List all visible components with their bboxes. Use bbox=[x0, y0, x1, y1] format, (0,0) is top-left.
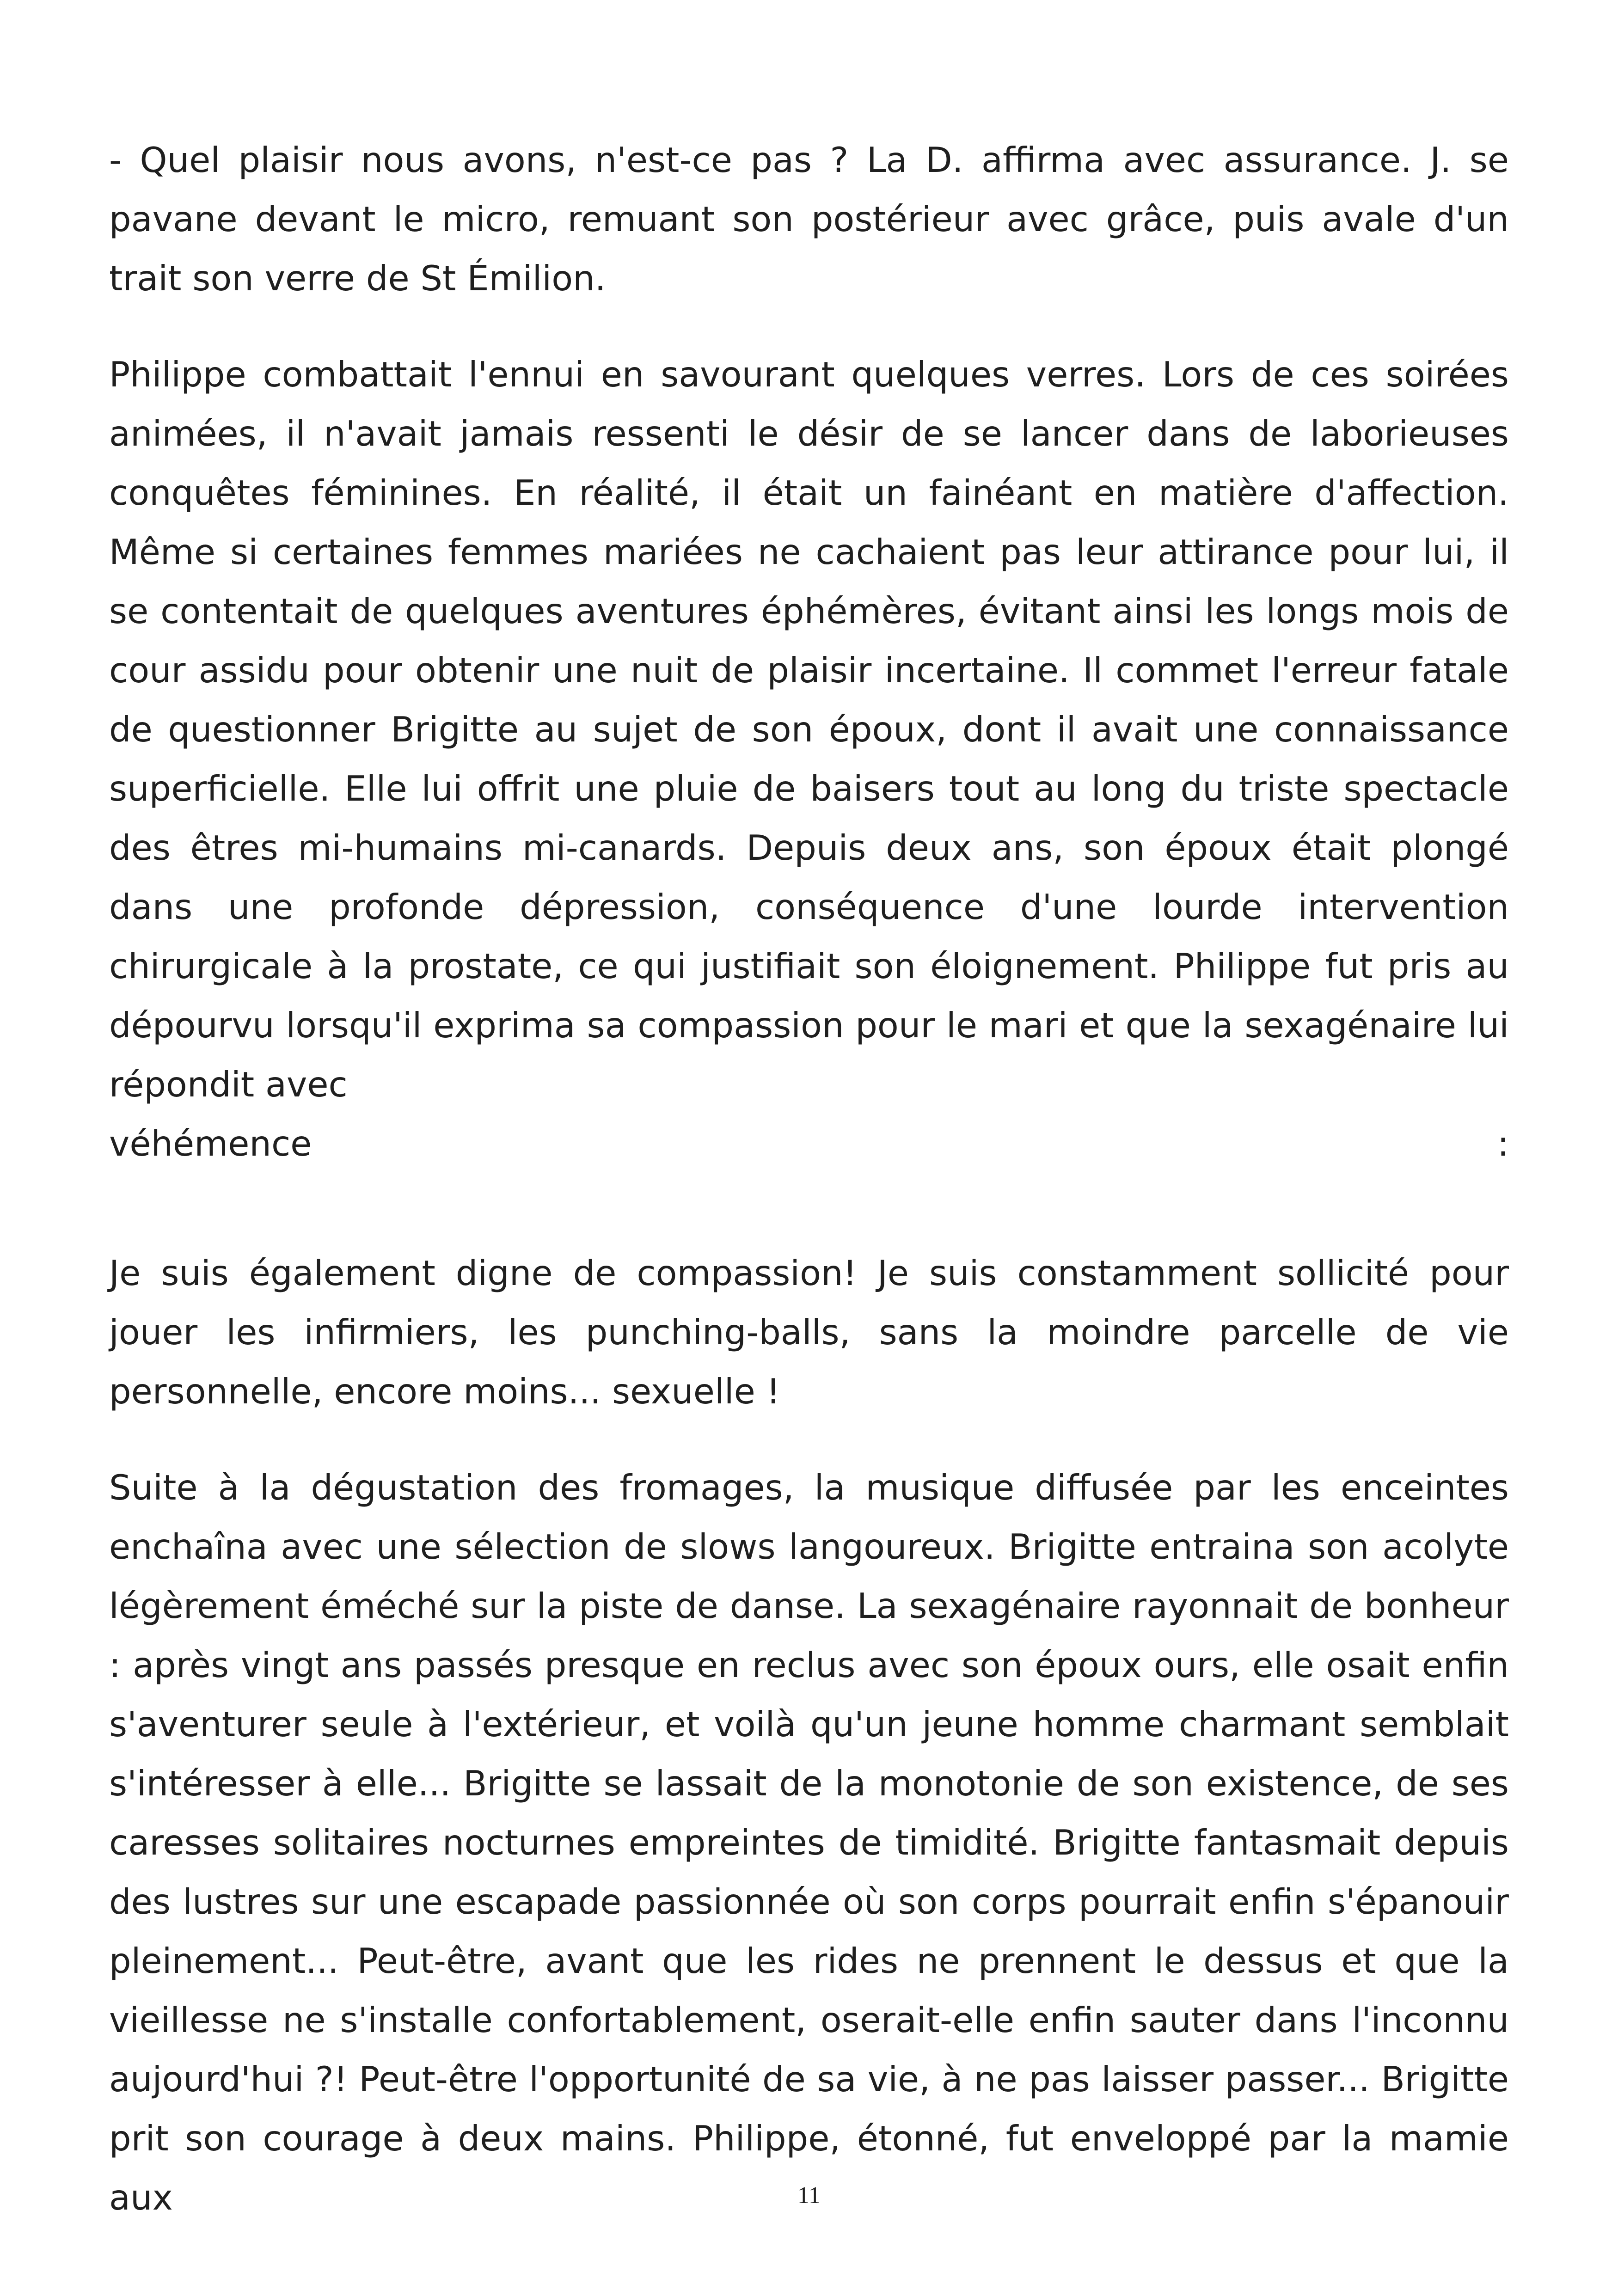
page-number: 11 bbox=[797, 2182, 821, 2209]
paragraph-4: Suite à la dégustation des fromages, la musique diffusée par les enceintes enchaîna avec une sélection de slows langoureux. Brigitte entraina son acolyte légèrement éméché sur la piste de danse. La sexagénaire rayonnait de bonheur : après vingt ans passés presque en reclus avec son époux ours, elle osait enfin s'aventurer seule à l'extérieur, et voilà qu'un jeune homme charmant semblait s'intéresser à elle... Brigitte se lassait de la monotonie de son existence, de ses caresses solitaires nocturnes empreintes de timidité. Brigitte fantasmait depuis des lustres sur une escapade passionnée où son corps pourrait enfin s'épanouir pleinement... Peut-être, avant que les rides ne prennent le dessus et que la vieillesse ne s'installe confortablement, oserait-elle enfin sauter dans l'inconnu aujourd'hui ?! Peut-être l'opportunité de sa vie, à ne pas laisser passer... Brigitte prit son courage à deux mains. Philippe, étonné, fut enveloppé par la mamie aux bbox=[109, 1467, 1509, 2218]
split-line-right: : bbox=[1497, 1123, 1509, 1164]
paragraph-3: Je suis également digne de compassion! Je suis constamment sollicité pour jouer les infirmiers, les punching-balls, sans la moindre parcelle de vie personnelle, encore moins... sexuelle ! bbox=[109, 1253, 1509, 1412]
paragraph-1: - Quel plaisir nous avons, n'est-ce pas ? La D. affirma avec assurance. J. se pavane devant le micro, remuant son postérieur avec grâce, puis avale d'un trait son verre de St Émilion. bbox=[109, 140, 1509, 299]
paragraph-2-last-line bbox=[109, 1114, 1509, 1173]
paragraph-2: Philippe combattait l'ennui en savourant quelques verres. Lors de ces soirées animées, il n'avait jamais ressenti le désir de se lancer dans de laborieuses conquêtes féminines. En réalité, il était un fainéant en matière d'affection. Même si certaines femmes mariées ne cachaient pas leur attirance pour lui, il se contentait de quelques aventures éphémères, évitant ainsi les longs mois de cour assidu pour obtenir une nuit de plaisir incertaine. Il commet l'erreur fatale de questionner Brigitte au sujet de son époux, dont il avait une connaissance superficielle. Elle lui offrit une pluie de baisers tout au long du triste spectacle des êtres mi-humains mi-canards. Depuis deux ans, son époux était plongé dans une profonde dépression, conséquence d'une lourde intervention chirurgicale à la prostate, ce qui justifiait son éloignement. Philippe fut pris au dépourvu lorsqu'il exprima sa compassion pour le mari et que la sexagénaire lui répondit avec bbox=[109, 354, 1509, 1105]
body-text bbox=[109, 130, 1509, 2264]
split-line-left: véhémence bbox=[109, 1123, 312, 1164]
